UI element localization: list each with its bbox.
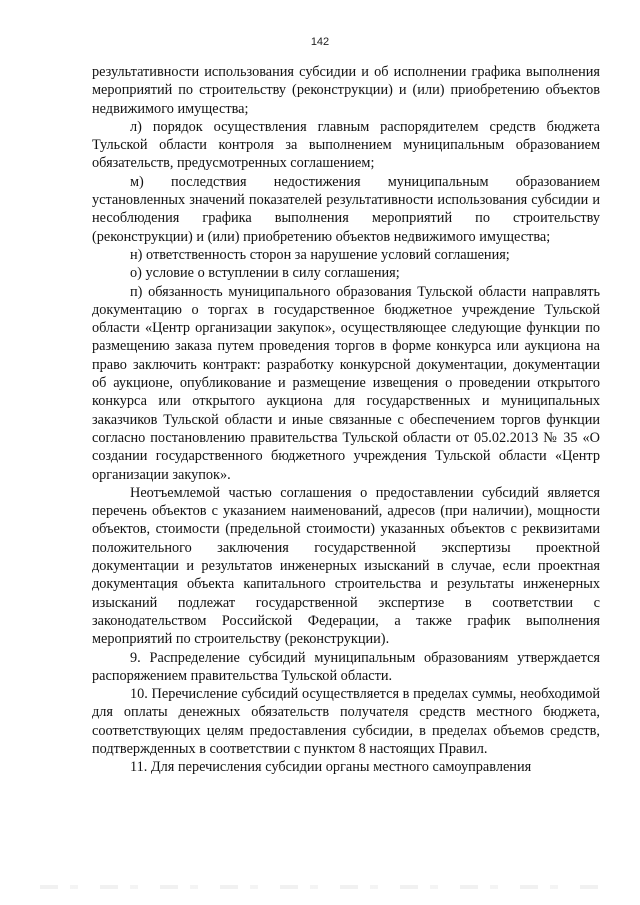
paragraph-integral-part: Неотъемлемой частью соглашения о предоставлении субсидий является перечень объектов с указанием наименований, адресов (при наличии), мощности объектов, стоимости (предельной стоимости) указанных объектов с реквизитами положительного заключения государственной экспертизы проектной документации и результатов инженерных изысканий в случае, если проектная документация объекта капитального строительства и результаты инженерных изысканий подлежат государственной экспертизе в соответствии с законодательством Российской Федерации, а также график выполнения мероприятий по строительству (реконструкции). xyxy=(92,484,600,648)
paragraph-item-m: м) последствия недостижения муниципальным образованием установленных значений показателей результативности использования субсидии и несоблюдения графика выполнения мероприятий по строительству (реконструкции) и (или) приобретению объектов недвижимого имущества; xyxy=(92,173,600,245)
page-number: 142 xyxy=(310,36,330,48)
paragraph-item-l: л) порядок осуществления главным распорядителем средств бюджета Тульской области контроля за выполнением муниципальным образованием обязательств, предусмотренных соглашением; xyxy=(92,118,600,172)
paragraph-clause-11: 11. Для перечисления субсидии органы местного самоуправления xyxy=(130,759,532,776)
paragraph-results-continuation: результативности использования субсидии и об исполнении графика выполнения мероприятий по строительству (реконструкции) и (или) приобретению объектов недвижимого имущества; xyxy=(92,64,600,117)
paragraph-item-o: о) условие о вступлении в силу соглашения; xyxy=(130,265,400,282)
paragraph-item-n: н) ответственность сторон за нарушение условий соглашения; xyxy=(130,246,510,263)
paragraph-item-p: п) обязанность муниципального образования Тульской области направлять документацию о торгах в государственное бюджетное учреждение Тульской области «Центр организации закупок», осуществляющее следующие функции по размещению заказа путем проведения торгов в форме конкурса или аукциона на право заключить контракт: разработку конкурсной документации, документации об аукционе, опубликование и размещение извещения о проведении открытого конкурса или открытого аукциона для государственных и муниципальных заказчиков Тульской области и иные связанные с обеспечением торгов функции согласно постановлению правительства Тульской области от 05.02.2013 № 35 «О создании государственного бюджетного учреждения Тульской области «Центр организации закупок». xyxy=(92,283,600,483)
document-text xyxy=(92,63,600,777)
paragraph-clause-10: 10. Перечисление субсидий осуществляется в пределах суммы, необходимой для оплаты денежных обязательств получателя средств местного бюджета, соответствующих целям предоставления субсидии, в пределах объемов средств, подтвержденных в соответствии с пунктом 8 настоящих Правил. xyxy=(92,686,600,757)
scan-artifact-line xyxy=(40,885,600,889)
paragraph-clause-9: 9. Распределение субсидий муниципальным образованиям утверждается распоряжением правительства Тульской области. xyxy=(92,649,600,684)
